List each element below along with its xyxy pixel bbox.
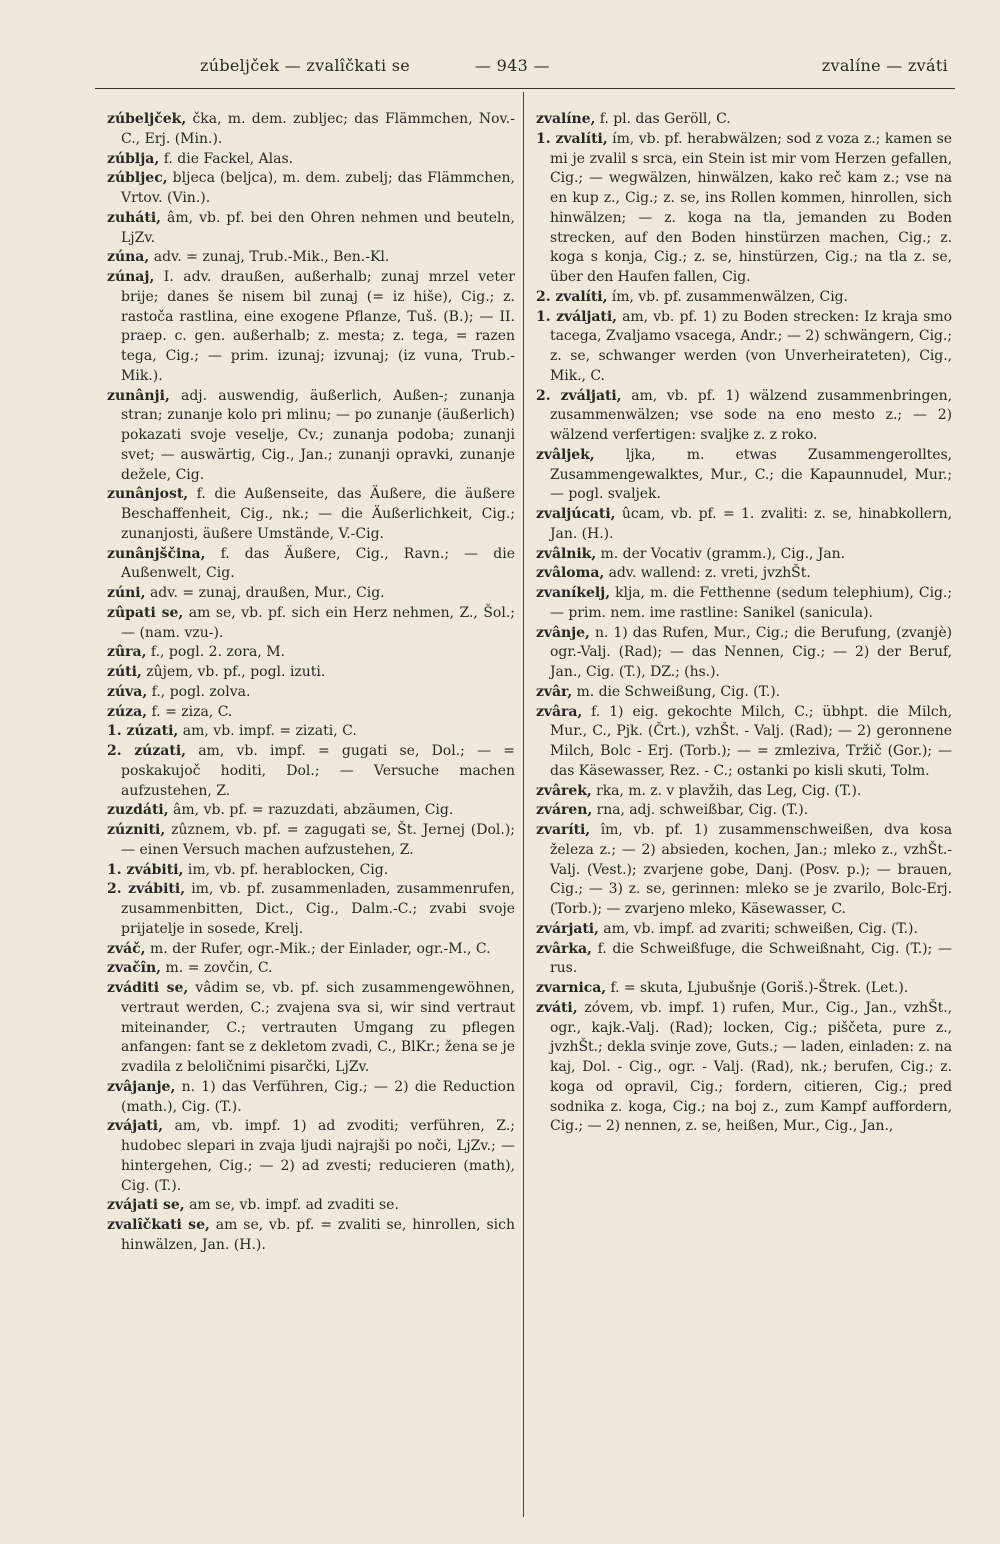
entry-headword: zvárjati, — [536, 920, 599, 937]
dictionary-entry — [107, 545, 515, 585]
entry-definition: am, vb. pf. 1) wälzend zusammenbringen, zusammenwälzen; vse sode na eno mesto z.; — 2) wälzend verfertigen: svaljke z. z roko. — [550, 387, 952, 443]
entry-headword: zúza, — [107, 703, 148, 720]
entry-headword: zunânjščina, — [107, 545, 206, 562]
header-right-guideword: zvalíne — zváti — [821, 56, 948, 75]
entry-definition: am se, vb. pf. sich ein Herz nehmen, Z., Šol.; — (nam. vzu-). — [121, 604, 515, 641]
dictionary-entry — [107, 150, 515, 170]
entry-definition: m. der Rufer, ogr.-Mik.; der Einlader, ogr.-M., C. — [145, 940, 491, 957]
column-divider — [523, 92, 524, 1517]
entry-headword: zúzniti, — [107, 822, 166, 838]
header-rule — [95, 88, 955, 89]
entry-headword: zuzdáti, — [107, 802, 169, 819]
dictionary-entry — [107, 821, 515, 861]
dictionary-entry — [107, 742, 515, 801]
entry-headword: zúva, — [107, 683, 148, 700]
dictionary-entry — [107, 979, 515, 1078]
entry-headword: 2. zváljati, — [536, 387, 622, 404]
entry-definition: am, vb. impf. 1) ad zvoditi; verführen, Z.; hudobec slepari in zvaja ljudi najrajši po noči, LjZv.; — hintergehen, Cig.; — 2) ad zvesti; reducieren (math), Cig. (T.). — [121, 1118, 515, 1194]
entry-headword: zvânje, — [536, 624, 590, 641]
entry-headword: zvaríti, — [536, 822, 591, 838]
dictionary-entry — [107, 1117, 515, 1196]
entry-headword: zvâra, — [536, 703, 583, 720]
dictionary-entry — [107, 683, 515, 703]
entry-headword: zváditi se, — [107, 980, 189, 996]
entry-definition: adv. = zunaj, Trub.-Mik., Ben.-Kl. — [149, 249, 390, 266]
dictionary-entry — [107, 604, 515, 644]
entry-headword: zunânji, — [107, 387, 170, 404]
entry-definition: f., pogl. zolva. — [147, 683, 251, 700]
page-number: — 943 — — [475, 56, 550, 75]
entry-headword: zvalíne, — [536, 111, 596, 127]
entry-definition: f. die Fackel, Alas. — [159, 150, 294, 167]
entry-headword: zvâljek, — [536, 446, 595, 463]
entry-definition: n. 1) das Verführen, Cig.; — 2) die Reduction (math.), Cig. (T.). — [121, 1078, 515, 1115]
dictionary-entry — [107, 485, 515, 544]
entry-headword: zvâr, — [536, 683, 573, 700]
dictionary-entry — [536, 703, 952, 782]
dictionary-entry — [536, 940, 952, 980]
dictionary-entry — [536, 782, 952, 802]
dictionary-entry — [107, 209, 515, 249]
entry-definition: bljeca (belјca), m. dem. zubelj; das Flämmchen, Vrtov. (Vin.). — [121, 170, 515, 206]
entry-headword: zûpati se, — [107, 604, 184, 621]
dictionary-entry — [536, 288, 952, 308]
entry-headword: zvârka, — [536, 940, 592, 957]
dictionary-entry — [107, 643, 515, 663]
dictionary-entry — [107, 880, 515, 939]
entry-headword: 2. zvábiti, — [107, 881, 186, 898]
dictionary-entry — [107, 169, 515, 209]
entry-definition: f. die Außenseite, das Äußere, die äußere Beschaffenheit, Cig., nk.; — die Äußerlichkeit, Cig.; zunanjosti, äußere Umstände, V.-Cig. — [121, 486, 515, 542]
dictionary-entry — [107, 861, 515, 881]
entry-definition: rna, adj. schweißbar, Cig. (T.). — [592, 802, 809, 819]
entry-definition: am, vb. impf. ad zvariti; schweißen, Cig. (T.). — [598, 920, 918, 937]
entry-headword: zûra, — [107, 644, 147, 661]
entry-definition: ûcam, vb. pf. = 1. zvaliti: z. se, hinabkollern, Jan. (H.). — [550, 506, 952, 542]
dictionary-entry — [107, 110, 515, 150]
entry-headword: zúbljec, — [107, 170, 168, 187]
entry-headword: zúnaj, — [107, 269, 155, 285]
dictionary-entry — [107, 703, 515, 723]
dictionary-entry — [536, 920, 952, 940]
entry-definition: am se, vb. pf. = zvaliti se, hinrollen, sich hinwälzen, Jan. (H.). — [121, 1217, 515, 1253]
entry-definition: rka, m. z. v plavžih, das Leg, Cig. (T.). — [591, 782, 862, 799]
dictionary-entry — [107, 722, 515, 742]
entry-headword: zúna, — [107, 249, 150, 266]
dictionary-entry — [107, 801, 515, 821]
dictionary-entry — [107, 248, 515, 268]
entry-headword: zúni, — [107, 585, 146, 601]
entry-definition: zûznem, vb. pf. = zagugati se, Št. Jernej (Dol.); — einen Versuch machen aufzustehen, Z. — [121, 822, 515, 858]
entry-headword: zvâjanje, — [107, 1078, 176, 1095]
entry-definition: f. pl. das Geröll, C. — [595, 111, 731, 127]
entry-headword: zúti, — [107, 664, 142, 680]
entry-headword: zváti, — [536, 999, 578, 1016]
dictionary-entry — [107, 1196, 515, 1216]
header-left-guideword: zúbeljček — zvalîčkati se — [200, 56, 411, 75]
entry-headword: zváren, — [536, 802, 593, 819]
dictionary-entry — [107, 940, 515, 960]
entry-headword: zvâloma, — [536, 565, 605, 582]
dictionary-entry — [107, 663, 515, 683]
entry-definition: am, vb. pf. 1) zu Boden strecken: Iz kraja smo tacega, Zvaljamo vsacega, Andr.; — 2) schwängern, Cig.; z. se, schwanger werden (von Unverheirateten), Cig., Mik., C. — [550, 308, 952, 384]
entry-definition: f. die Schweißfuge, die Schweißnaht, Cig. (T.); — rus. — [550, 940, 952, 977]
dictionary-entry — [536, 110, 952, 130]
dictionary-entry — [536, 999, 952, 1137]
entry-definition: f., pogl. 2. zora, M. — [146, 644, 286, 661]
dictionary-entry — [536, 446, 952, 505]
entry-definition: âm, vb. pf. = razuzdati, abzäumen, Cig. — [168, 802, 454, 819]
entry-headword: zvârek, — [536, 782, 592, 799]
entry-definition: zûjem, vb. pf., pogl. izuti. — [141, 664, 326, 680]
dictionary-entry — [536, 564, 952, 584]
entry-headword: zunânjost, — [107, 486, 189, 503]
entry-headword: 1. zúzati, — [107, 723, 179, 740]
entry-headword: zváč, — [107, 940, 146, 957]
entry-definition: ím, vb. pf. herabwälzen; sod z voza z.; kamen se mi je zvalil s srca, ein Stein ist mir vom Herzen gefallen, Cig.; — wegwälzen, hinwälzen, kako reč kam z.; vse na en kup z., Cig.; z. se, ins Rollen kommen, hinrollen, sich hinwälzen; — z. koga na tla, jemanden zu Boden strecken, auf den Boden hinstürzen machen, Cig.; z. koga s konja, Cig.; z. se, hinstürzen, Cig.; na tla z. se, über den Haufen fallen, Cig. — [550, 130, 952, 285]
page-header — [160, 50, 960, 82]
entry-definition: adv. wallend: z. vreti, jvzhŠt. — [604, 565, 811, 582]
entry-definition: čka, m. dem. zubljec; das Flämmchen, Nov.-C., Erj. (Min.). — [121, 111, 515, 147]
dictionary-entry — [107, 1078, 515, 1118]
entry-definition: f. das Äußere, Cig., Ravn.; — die Außenwelt, Cig. — [121, 545, 515, 582]
dictionary-entry — [536, 545, 952, 565]
entry-definition: am se, vb. impf. ad zvaditi se. — [184, 1197, 399, 1214]
entry-definition: n. 1) das Rufen, Mur., Cig.; die Berufung, (zvanjè) ogr.-Valj. (Rad); — das Nennen, Cig.; — 2) der Beruf, Jan., Cig. (T.), DZ.; (hs.). — [550, 624, 952, 680]
entry-headword: zúbeljček, — [107, 111, 187, 127]
dictionary-entry — [536, 584, 952, 624]
dictionary-entry — [536, 130, 952, 288]
entry-definition: I. adv. draußen, außerhalb; zunaj mrzel veter brije; danes še nisem bil zunaj (= iz hiše), Cig.; z. rastoča rastlina, eine exogene Pflanze, Tuš. (B.); — II. praep. c. gen. außerhalb; z. mesta; z. tega, = razen tega, Cig.; — prim. izunaj; izvunaj; (iz vuna, Trub.-Mik.). — [121, 269, 515, 384]
entry-definition: îm, vb. pf. 1) zusammenschweißen, dva kosa železa z.; — 2) absieden, kochen, Jan.; mleko z., vzhŠt.- Valj. (Vest.); zvarjene gobe, Danj. (Posv. p.); — brauen, Cig.; — 3) z. se, gerinnen: mleko se je zvarilo, Bolc-Erj. (Torb.); — zvarjeno mleko, Käsewasser, C. — [550, 822, 952, 917]
entry-definition: âm, vb. pf. bei den Ohren nehmen und beuteln, LjZv. — [121, 209, 515, 246]
dictionary-entry — [536, 308, 952, 387]
entry-definition: f. = ziza, C. — [147, 703, 233, 720]
entry-definition: ljka, m. etwas Zusammengerolltes, Zusammengewalktes, Mur., C.; die Kapaunnudel, Mur.; — pogl. svaljek. — [550, 446, 952, 503]
entry-definition: am, vb. impf. = zizati, C. — [178, 723, 357, 740]
left-column — [107, 110, 515, 1256]
entry-headword: 2. zvalíti, — [536, 288, 608, 305]
dictionary-entry — [536, 683, 952, 703]
entry-headword: zvájati se, — [107, 1197, 185, 1214]
dictionary-entry — [107, 387, 515, 486]
entry-definition: adv. = zunaj, draußen, Mur., Cig. — [145, 585, 385, 601]
entry-definition: f. 1) eig. gekochte Milch, C.; übhpt. die Milch, Mur., C., Pjk. (Črt.), vzhŠt. - Valj. (Rad); — 2) geronnene Milch, Bolc - Erj. (Torb.); — = zmleziva, Tržič (Gor.); — das Käsewasser, Rez. - C.; ostanki po kisli skuti, Tolm. — [550, 703, 952, 779]
entry-headword: 1. zvábiti, — [107, 861, 184, 878]
entry-definition: f. = skuta, Ljubušnje (Goriš.)-Štrek. (Let.). — [606, 980, 909, 996]
entry-headword: zvarnica, — [536, 980, 607, 996]
entry-headword: zvájati, — [107, 1118, 163, 1135]
entry-headword: zvaljúcati, — [536, 506, 616, 522]
entry-headword: 2. zúzati, — [107, 743, 187, 759]
dictionary-entry — [536, 979, 952, 999]
entry-headword: zvaníkelj, — [536, 585, 611, 601]
entry-headword: zvačîn, — [107, 960, 162, 977]
entry-definition: im, vb. pf. zusammenladen, zusammenrufen, zusammenbitten, Dict., Cig., Dalm.-C.; zvabi svoje prijatelje in sosede, Krelj. — [121, 881, 515, 937]
entry-definition: vâdim se, vb. pf. sich zusammengewöhnen, vertraut werden, C.; zvajena sva si, wir sind vertraut miteinander, C.; vertrauten Umgang zu pflegen anfangen: fant se z dekletom zvadi, C., BlKr.; žena se je zvadila z beloličnimi pisarčki, LjZv. — [121, 980, 516, 1075]
entry-definition: m. die Schweißung, Cig. (T.). — [572, 683, 781, 700]
entry-headword: 1. zváljati, — [536, 308, 617, 325]
dictionary-entry — [107, 1216, 515, 1256]
entry-definition: adj. auswendig, äußerlich, Außen-; zunanja stran; zunanje kolo pri mlinu; — po zunanje (äußerlich) pokazati svoje veselje, Cv.; zunanja podoba; zunanji svet; — auswärtig, Cig., Jan.; zunanji opravki, zunanje dežele, Cig. — [121, 387, 515, 483]
entry-headword: zúblja, — [107, 150, 160, 167]
dictionary-entry — [536, 624, 952, 683]
dictionary-entry — [107, 268, 515, 387]
entry-definition: ím, vb. pf. zusammenwälzen, Cig. — [607, 288, 848, 305]
dictionary-entry — [536, 505, 952, 545]
dictionary-entry — [107, 584, 515, 604]
entry-headword: zvâlnik, — [536, 545, 597, 562]
entry-definition: m. der Vocativ (gramm.), Cig., Jan. — [596, 545, 846, 562]
entry-definition: zóvem, vb. impf. 1) rufen, Mur., Cig., Jan., vzhŠt., ogr., kajk.-Valj. (Rad); locken, Cig.; piščeta, pure z., jvzhŠt.; dekla svinje zove, Guts.; — laden, einladen: z. na kaj, Dol. - Cig., ogr. - Valj. (Rad), nk.; berufen, Cig.; z. koga od opravil, Cig.; fordern, citieren, Cig.; pred sodnika z. koga, Cig.; na boj z., zum Kampf auffordern, Cig.; — 2) nennen, z. se, heißen, Mur., Cig., Jan., — [550, 999, 952, 1135]
dictionary-entry — [107, 959, 515, 979]
dictionary-entry — [536, 821, 952, 920]
entry-headword: zuháti, — [107, 209, 162, 226]
entry-definition: am, vb. impf. = gugati se, Dol.; — = poskakujoč hoditi, Dol.; — Versuche machen aufzustehen, Z. — [121, 743, 515, 799]
entry-definition: m. = zovčin, C. — [161, 960, 273, 977]
dictionary-entry — [536, 801, 952, 821]
right-column — [536, 110, 952, 1137]
dictionary-entry — [536, 387, 952, 446]
entry-definition: klja, m. die Fetthenne (sedum telephium), Cig.; — prim. nem. ime rastline: Sanikel (sanicula). — [550, 585, 952, 621]
entry-headword: 1. zvalíti, — [536, 130, 608, 147]
entry-definition: im, vb. pf. herablocken, Cig. — [183, 861, 389, 878]
entry-headword: zvalîčkati se, — [107, 1217, 210, 1233]
